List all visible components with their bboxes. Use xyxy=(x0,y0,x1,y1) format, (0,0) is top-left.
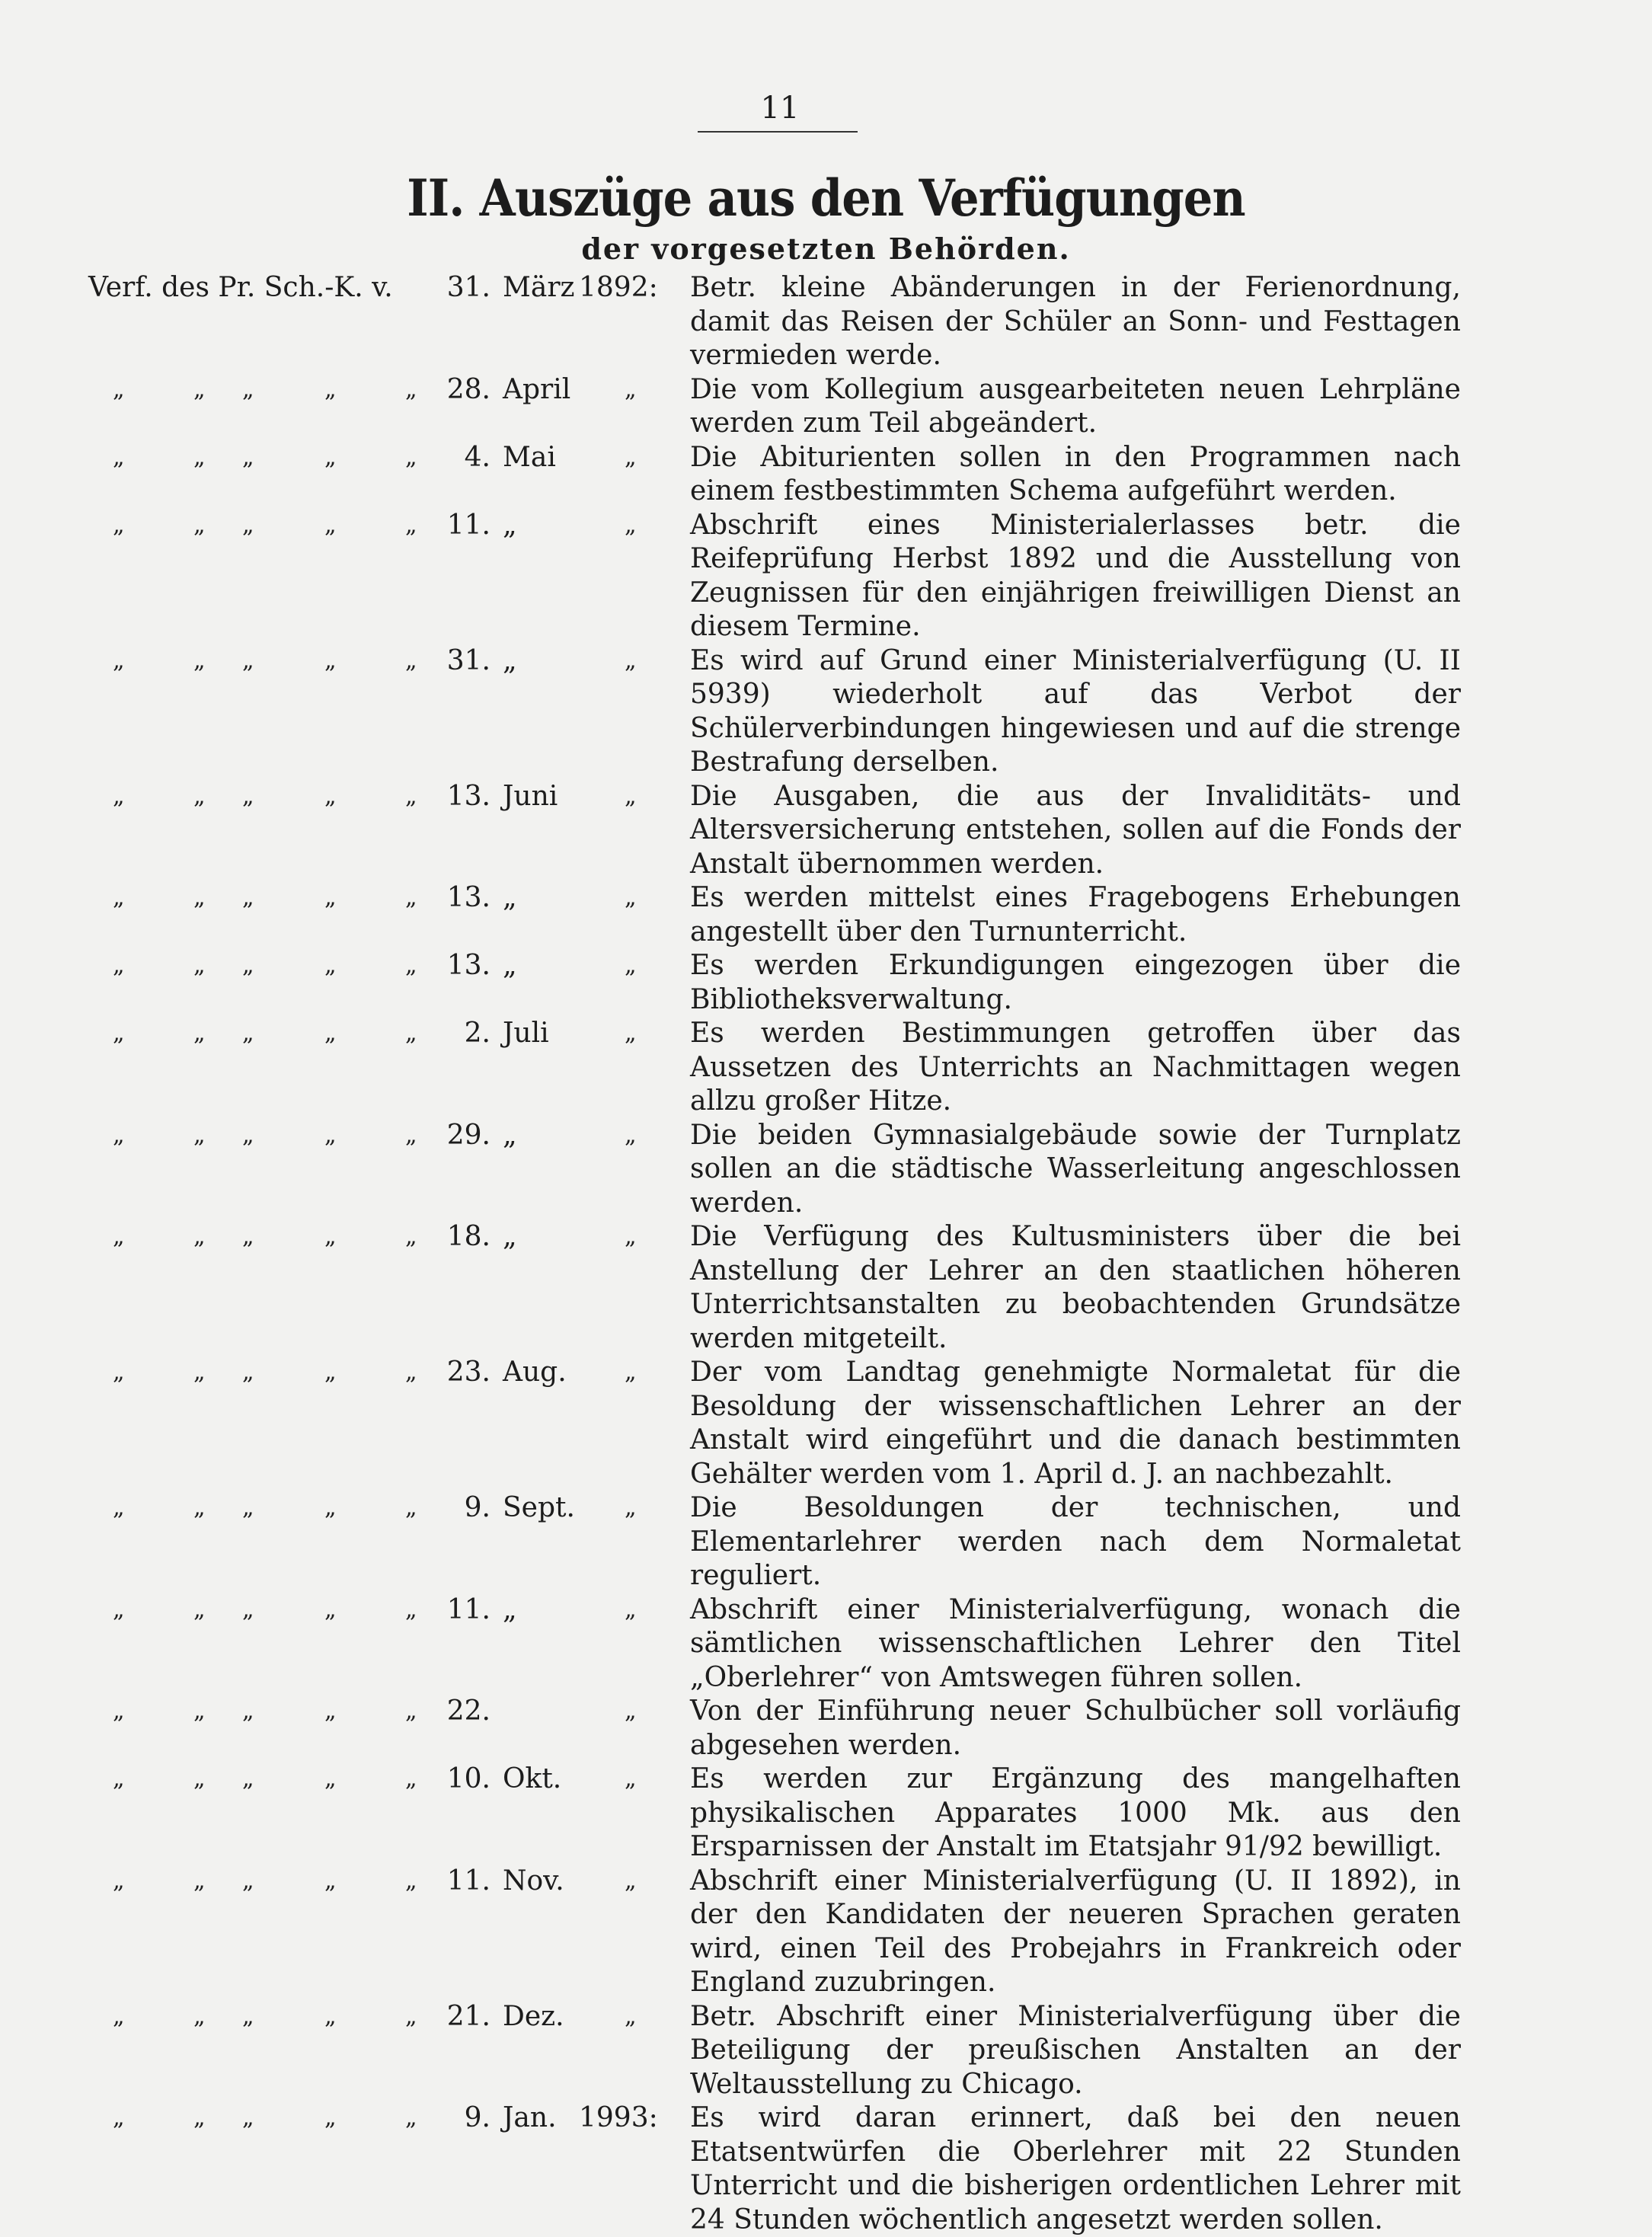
ditto-mark: „ xyxy=(242,375,254,403)
ditto-mark: „ xyxy=(625,375,637,403)
decree-day: 21. xyxy=(446,2000,490,2032)
decree-year: 1993: xyxy=(579,2102,658,2133)
ditto-mark: „ xyxy=(113,2104,125,2131)
ditto-mark: „ xyxy=(324,1223,337,1250)
decree-day: 11. xyxy=(446,1865,490,1897)
decree-entry xyxy=(0,1017,1652,1119)
ditto-mark: „ xyxy=(324,1766,337,1792)
ditto-mark: „ xyxy=(405,2002,417,2030)
ditto-mark: „ xyxy=(625,1766,637,1792)
decree-text: Die beiden Gymnasialgebäude sowie der Turnplatz sollen an die städtische Wasserleitung angeschlossen werden. xyxy=(690,1119,1461,1219)
decree-day: 22. xyxy=(446,1695,490,1727)
decree-month: Juni xyxy=(503,780,558,812)
ditto-mark: „ xyxy=(324,1359,337,1385)
decree-month: „ xyxy=(503,1593,517,1625)
ditto-mark: „ xyxy=(242,1596,254,1623)
decree-text: Der vom Landtag genehmigte Normaletat für die Besoldung der wissenschaftlichen Lehrer an der Anstalt wird eingeführt und die danach bestimmten Gehälter werden vom 1. April d. J. an nachbezahlt. xyxy=(690,1357,1461,1490)
ditto-mark: „ xyxy=(242,782,254,810)
ditto-mark: „ xyxy=(324,1020,337,1047)
ditto-mark: „ xyxy=(193,2002,206,2030)
ditto-mark: „ xyxy=(193,1223,206,1250)
decree-month: März xyxy=(503,272,575,303)
ditto-mark: „ xyxy=(405,1121,417,1149)
ditto-mark: „ xyxy=(405,1596,417,1623)
ditto-mark: „ xyxy=(193,2104,206,2131)
ditto-mark: „ xyxy=(625,884,637,911)
ditto-mark: „ xyxy=(113,511,125,538)
ditto-mark: „ xyxy=(193,375,206,403)
decree-text: Es werden Bestimmungen getroffen über das Aussetzen des Unterrichts an Nachmittagen wegen allzu großer Hitze. xyxy=(690,1018,1461,1117)
decree-text: Es werden mittelst eines Fragebogens Erhebungen angestellt über den Turnunterricht. xyxy=(690,882,1461,948)
decree-text: Abschrift eines Ministerialerlasses betr. die Reifeprüfung Herbst 1892 und die Ausstellung von Zeugnissen für den einjährigen freiwilligen Dienst an diesem Termine. xyxy=(690,509,1461,642)
ditto-mark: „ xyxy=(324,511,337,538)
ditto-mark: „ xyxy=(193,443,206,471)
ditto-mark: „ xyxy=(625,1698,637,1724)
decree-entry xyxy=(0,1356,1652,1491)
ditto-mark: „ xyxy=(405,1223,417,1250)
decree-month: Okt. xyxy=(503,1763,562,1794)
ditto-mark: „ xyxy=(193,1766,206,1792)
decree-entry xyxy=(0,1762,1652,1865)
ditto-mark: „ xyxy=(113,1121,125,1149)
ditto-mark: „ xyxy=(405,1494,417,1521)
decree-month: April xyxy=(503,373,571,405)
ditto-mark: „ xyxy=(193,1698,206,1724)
decree-day: 31. xyxy=(446,272,490,303)
decree-day: 11. xyxy=(446,509,490,541)
ditto-mark: „ xyxy=(324,884,337,911)
decree-entry xyxy=(0,441,1652,509)
ditto-mark: „ xyxy=(405,2104,417,2131)
decree-month: „ xyxy=(503,644,517,676)
ditto-mark: „ xyxy=(113,1698,125,1724)
ditto-mark: „ xyxy=(242,1020,254,1047)
decree-day: 13. xyxy=(446,950,490,981)
decree-year: 1892: xyxy=(579,272,658,303)
decree-entry xyxy=(0,2000,1652,2102)
decree-month: Nov. xyxy=(503,1865,564,1897)
ditto-mark: „ xyxy=(113,2002,125,2030)
decree-entry xyxy=(0,644,1652,780)
ditto-mark: „ xyxy=(113,952,125,979)
decree-month: „ xyxy=(503,950,517,981)
ditto-mark: „ xyxy=(405,1359,417,1385)
ditto-mark: „ xyxy=(193,884,206,911)
ditto-mark: „ xyxy=(405,1698,417,1724)
ditto-mark: „ xyxy=(324,1596,337,1623)
ditto-mark: „ xyxy=(113,1494,125,1521)
ditto-mark: „ xyxy=(242,1359,254,1385)
ditto-mark: „ xyxy=(625,1223,637,1250)
decree-day: 18. xyxy=(446,1221,490,1252)
ditto-mark: „ xyxy=(113,1359,125,1385)
decree-day: 23. xyxy=(446,1357,490,1388)
ditto-mark: „ xyxy=(113,782,125,810)
decree-day: 31. xyxy=(446,644,490,676)
ditto-mark: „ xyxy=(193,1867,206,1894)
ditto-mark: „ xyxy=(193,952,206,979)
ditto-mark: „ xyxy=(113,884,125,911)
decree-text: Die Besoldungen der technischen, und Elementarlehrer werden nach dem Normaletat reguliert. xyxy=(690,1492,1461,1591)
ditto-mark: „ xyxy=(324,375,337,403)
ditto-mark: „ xyxy=(113,647,125,674)
decree-month: Jan. xyxy=(503,2102,557,2133)
decree-day: 28. xyxy=(446,373,490,405)
ditto-mark: „ xyxy=(324,782,337,810)
decree-entry xyxy=(0,509,1652,644)
decree-month: „ xyxy=(503,509,517,541)
ditto-mark: „ xyxy=(242,2002,254,2030)
decree-text: Es wird daran erinnert, daß bei den neuen Etatsentwürfen die Oberlehrer mit 22 Stunden Unterricht und die bisherigen ordentlichen Lehrer mit 24 Stunden wöchentlich angesetzt werden sollen. xyxy=(690,2102,1461,2235)
decree-day: 2. xyxy=(464,1018,490,1049)
decree-day: 9. xyxy=(464,1492,490,1523)
ditto-mark: „ xyxy=(242,1766,254,1792)
ditto-mark: „ xyxy=(324,1867,337,1894)
decree-month: Aug. xyxy=(503,1357,567,1388)
decree-text: Betr. Abschrift einer Ministerialverfügung über die Beteiligung der preußischen Anstalten an der Weltausstellung zu Chicago. xyxy=(690,2000,1461,2100)
decree-text: Die Verfügung des Kultusministers über die bei Anstellung der Lehrer an den staatlichen höheren Unterrichtsanstalten zu beobachtenden Grundsätze werden mitgeteilt. xyxy=(690,1221,1461,1354)
ditto-mark: „ xyxy=(242,1494,254,1521)
ditto-mark: „ xyxy=(405,952,417,979)
ditto-mark: „ xyxy=(405,375,417,403)
ditto-mark: „ xyxy=(193,782,206,810)
decree-entry xyxy=(0,1865,1652,2000)
decree-list xyxy=(0,271,1652,2237)
ditto-mark: „ xyxy=(113,375,125,403)
ditto-mark: „ xyxy=(625,1020,637,1047)
decree-entry xyxy=(0,373,1652,441)
ditto-mark: „ xyxy=(242,1223,254,1250)
ditto-mark: „ xyxy=(113,1020,125,1047)
decree-month: „ xyxy=(503,1221,517,1252)
ditto-mark: „ xyxy=(242,2104,254,2131)
ditto-mark: „ xyxy=(113,1223,125,1250)
ditto-mark: „ xyxy=(405,1766,417,1792)
decree-entry xyxy=(0,2101,1652,2237)
decree-text: Abschrift einer Ministerialverfügung (U. II 1892), in der den Kandidaten der neueren Sprachen geraten wird, einen Teil des Probejahrs in Frankreich oder England zuzubringen. xyxy=(690,1865,1461,1998)
decree-entry xyxy=(0,271,1652,373)
ditto-mark: „ xyxy=(625,1359,637,1385)
ditto-mark: „ xyxy=(113,1867,125,1894)
decree-entry xyxy=(0,1119,1652,1221)
ditto-mark: „ xyxy=(324,647,337,674)
decree-day: 11. xyxy=(446,1593,490,1625)
decree-month: Mai xyxy=(503,441,556,473)
ditto-mark: „ xyxy=(405,884,417,911)
ditto-mark: „ xyxy=(405,647,417,674)
decree-text: Die vom Kollegium ausgearbeiteten neuen Lehrpläne werden zum Teil abgeändert. xyxy=(690,373,1461,439)
decree-text: Es wird auf Grund einer Ministerialverfügung (U. II 5939) wiederholt auf das Verbot der Schülerverbindungen hingewiesen und auf die strenge Bestrafung derselben. xyxy=(690,644,1461,778)
ditto-mark: „ xyxy=(324,1698,337,1724)
ditto-mark: „ xyxy=(625,1867,637,1894)
ditto-mark: „ xyxy=(405,1020,417,1047)
decree-entry xyxy=(0,1695,1652,1762)
ditto-mark: „ xyxy=(193,1121,206,1149)
ditto-mark: „ xyxy=(242,647,254,674)
ditto-mark: „ xyxy=(405,782,417,810)
ditto-mark: „ xyxy=(242,1698,254,1724)
ditto-mark: „ xyxy=(405,443,417,471)
ditto-mark: „ xyxy=(193,1596,206,1623)
decree-entry xyxy=(0,949,1652,1017)
ditto-mark: „ xyxy=(405,511,417,538)
decree-month: Juli xyxy=(503,1018,549,1049)
ditto-mark: „ xyxy=(113,1596,125,1623)
ditto-mark: „ xyxy=(625,1596,637,1623)
ditto-mark: „ xyxy=(405,1867,417,1894)
ditto-mark: „ xyxy=(242,952,254,979)
decree-day: 13. xyxy=(446,882,490,913)
decree-month: „ xyxy=(503,1119,517,1151)
ditto-mark: „ xyxy=(324,1494,337,1521)
ditto-mark: „ xyxy=(324,952,337,979)
ditto-mark: „ xyxy=(193,1494,206,1521)
page-number-rule xyxy=(698,131,858,133)
ditto-mark: „ xyxy=(242,1121,254,1149)
ditto-mark: „ xyxy=(625,952,637,979)
ditto-mark: „ xyxy=(193,1359,206,1385)
decree-entry xyxy=(0,881,1652,949)
section-subtitle: der vorgesetzten Behörden. xyxy=(581,232,1071,266)
ditto-mark: „ xyxy=(242,443,254,471)
decree-month: Dez. xyxy=(503,2000,564,2032)
ditto-mark: „ xyxy=(625,1494,637,1521)
ditto-mark: „ xyxy=(625,647,637,674)
decree-text: Es werden Erkundigungen eingezogen über die Bibliotheksverwaltung. xyxy=(690,950,1461,1015)
ditto-mark: „ xyxy=(625,1121,637,1149)
ditto-mark: „ xyxy=(193,1020,206,1047)
ditto-mark: „ xyxy=(625,511,637,538)
ditto-mark: „ xyxy=(625,782,637,810)
ditto-mark: „ xyxy=(324,1121,337,1149)
ditto-mark: „ xyxy=(113,1766,125,1792)
decree-entry xyxy=(0,1491,1652,1593)
ditto-mark: „ xyxy=(324,443,337,471)
decree-entry xyxy=(0,1220,1652,1356)
decree-text: Die Abiturienten sollen in den Programmen nach einem festbestimmten Schema aufgeführt werden. xyxy=(690,441,1461,507)
decree-text: Abschrift einer Ministerialverfügung, wonach die sämtlichen wissenschaftlichen Lehrer den Titel „Oberlehrer“ von Amtswegen führen sollen. xyxy=(690,1593,1461,1693)
decree-text: Betr. kleine Abänderungen in der Ferienordnung, damit das Reisen der Schüler an Sonn- und Festtagen vermieden werde. xyxy=(690,272,1461,371)
decree-month: Sept. xyxy=(503,1492,575,1523)
decree-day: 13. xyxy=(446,780,490,812)
decree-month: „ xyxy=(503,882,517,913)
page-number: 11 xyxy=(760,91,800,126)
ditto-mark: „ xyxy=(242,511,254,538)
ditto-mark: „ xyxy=(193,647,206,674)
decree-day: 4. xyxy=(464,441,490,473)
ditto-mark: „ xyxy=(242,1867,254,1894)
ditto-mark: „ xyxy=(113,443,125,471)
decree-day: 9. xyxy=(464,2102,490,2133)
ditto-mark: „ xyxy=(324,2002,337,2030)
section-title: II. Auszüge aus den Verfügungen xyxy=(407,168,1245,228)
decree-entry xyxy=(0,780,1652,882)
decree-day: 29. xyxy=(446,1119,490,1151)
ditto-mark: „ xyxy=(625,2002,637,2030)
ditto-mark: „ xyxy=(193,511,206,538)
ditto-mark: „ xyxy=(324,2104,337,2131)
decree-issuer: Verf. des Pr. Sch.-K. v. xyxy=(88,272,393,303)
decree-text: Von der Einführung neuer Schulbücher soll vorläufig abgesehen werden. xyxy=(690,1695,1461,1761)
decree-entry xyxy=(0,1593,1652,1695)
decree-text: Es werden zur Ergänzung des mangelhaften physikalischen Apparates 1000 Mk. aus den Ersparnissen der Anstalt im Etatsjahr 91/92 bewilligt. xyxy=(690,1763,1461,1862)
decree-text: Die Ausgaben, die aus der Invaliditäts- und Altersversicherung entstehen, sollen auf die Fonds der Anstalt übernommen werden. xyxy=(690,780,1461,880)
decree-day: 10. xyxy=(446,1763,490,1794)
ditto-mark: „ xyxy=(242,884,254,911)
ditto-mark: „ xyxy=(625,443,637,471)
